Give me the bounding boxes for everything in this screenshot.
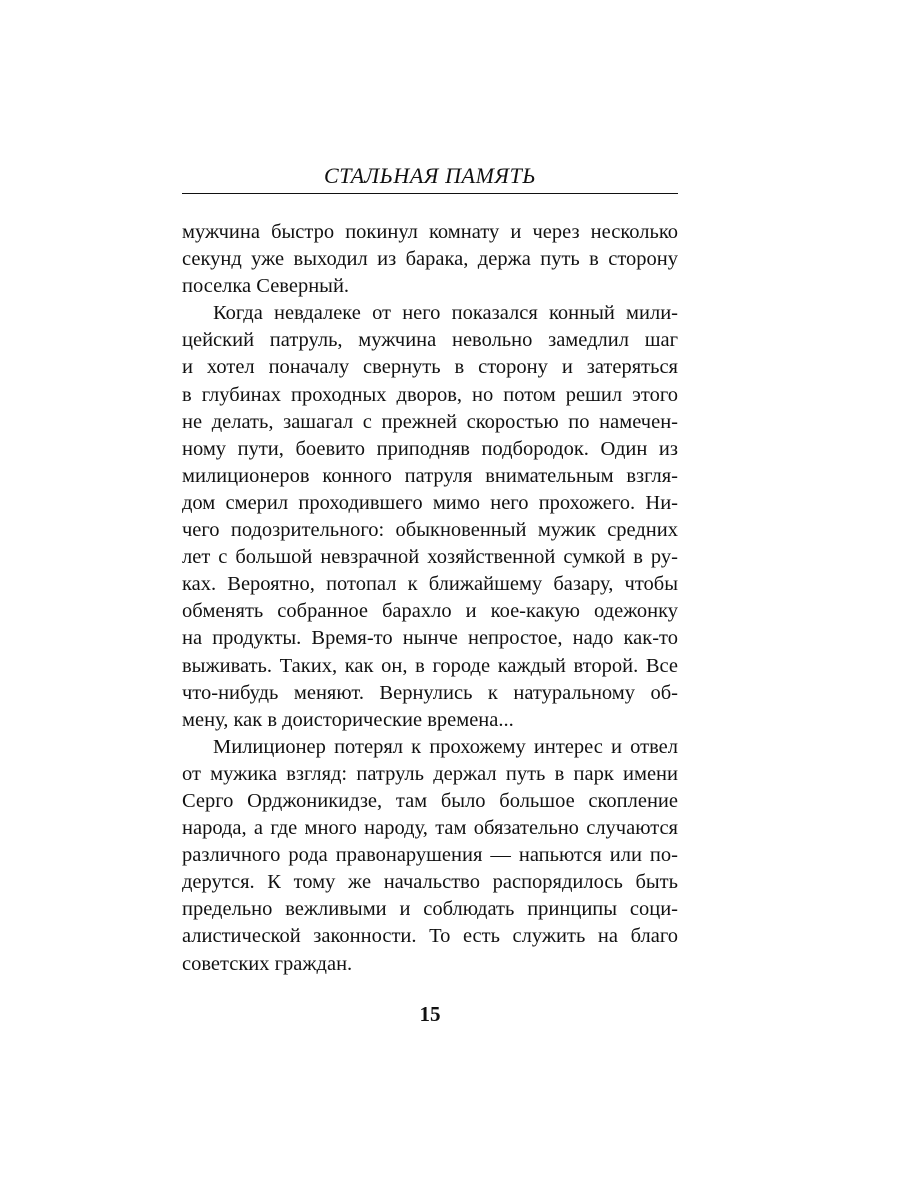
text-line: ному пути, боевито приподняв подбородок. Один из	[182, 437, 678, 460]
page-number: 15	[419, 1002, 441, 1026]
text-line: предельно вежливыми и соблюдать принципы соци-	[182, 898, 678, 921]
text-line: от мужика взгляд: патруль держал путь в парк имени	[182, 762, 678, 785]
text-line: дом смерил проходившего мимо него прохожего. Ни-	[182, 491, 678, 514]
text-line: на продукты. Время-то нынче непростое, надо как-то	[182, 627, 678, 650]
text-line: секунд уже выходил из барака, держа путь в сторону	[182, 248, 678, 271]
text-line: Серго Орджоникидзе, там было большое скопление	[182, 789, 678, 812]
text-line: выживать. Таких, как он, в городе каждый второй. Все	[182, 654, 678, 677]
text-line: и хотел поначалу свернуть в сторону и затеряться	[182, 356, 678, 379]
text-line: алистической законности. То есть служить на благо	[182, 925, 678, 948]
text-line: дерутся. К тому же начальство распорядилось быть	[182, 871, 678, 894]
text-line: поселка Северный.	[182, 275, 350, 298]
text-line: ках. Вероятно, потопал к ближайшему базару, чтобы	[182, 573, 678, 596]
text-line: цейский патруль, мужчина невольно замедлил шаг	[182, 329, 678, 352]
text-line: различного рода правонарушения — напьются или по-	[182, 844, 678, 867]
text-line: что-нибудь меняют. Вернулись к натуральному об-	[182, 681, 678, 704]
running-head: СТАЛЬНАЯ ПАМЯТЬ	[323, 163, 536, 188]
text-line: народа, а где много народу, там обязательно случаются	[182, 817, 678, 840]
text-line: мену, как в доисторические времена...	[182, 708, 514, 731]
text-line: не делать, зашагал с прежней скоростью по намечен-	[182, 410, 678, 433]
text-line: лет с большой невзрачной хозяйственной сумкой в ру-	[182, 546, 678, 569]
text-line: Когда невдалеке от него показался конный мили-	[213, 302, 678, 325]
text-line: милиционеров конного патруля внимательным взгля-	[182, 464, 678, 487]
text-line: обменять собранное барахло и кое-какую одежонку	[182, 600, 678, 623]
text-line: советских граждан.	[182, 952, 353, 975]
text-line: чего подозрительного: обыкновенный мужик средних	[182, 519, 678, 542]
text-line: Милиционер потерял к прохожему интерес и отвел	[213, 735, 678, 758]
text-line: в глубинах проходных дворов, но потом решил этого	[182, 383, 678, 406]
body-text	[182, 219, 678, 978]
text-line: мужчина быстро покинул комнату и через несколько	[182, 221, 678, 243]
header-rule	[182, 193, 678, 194]
